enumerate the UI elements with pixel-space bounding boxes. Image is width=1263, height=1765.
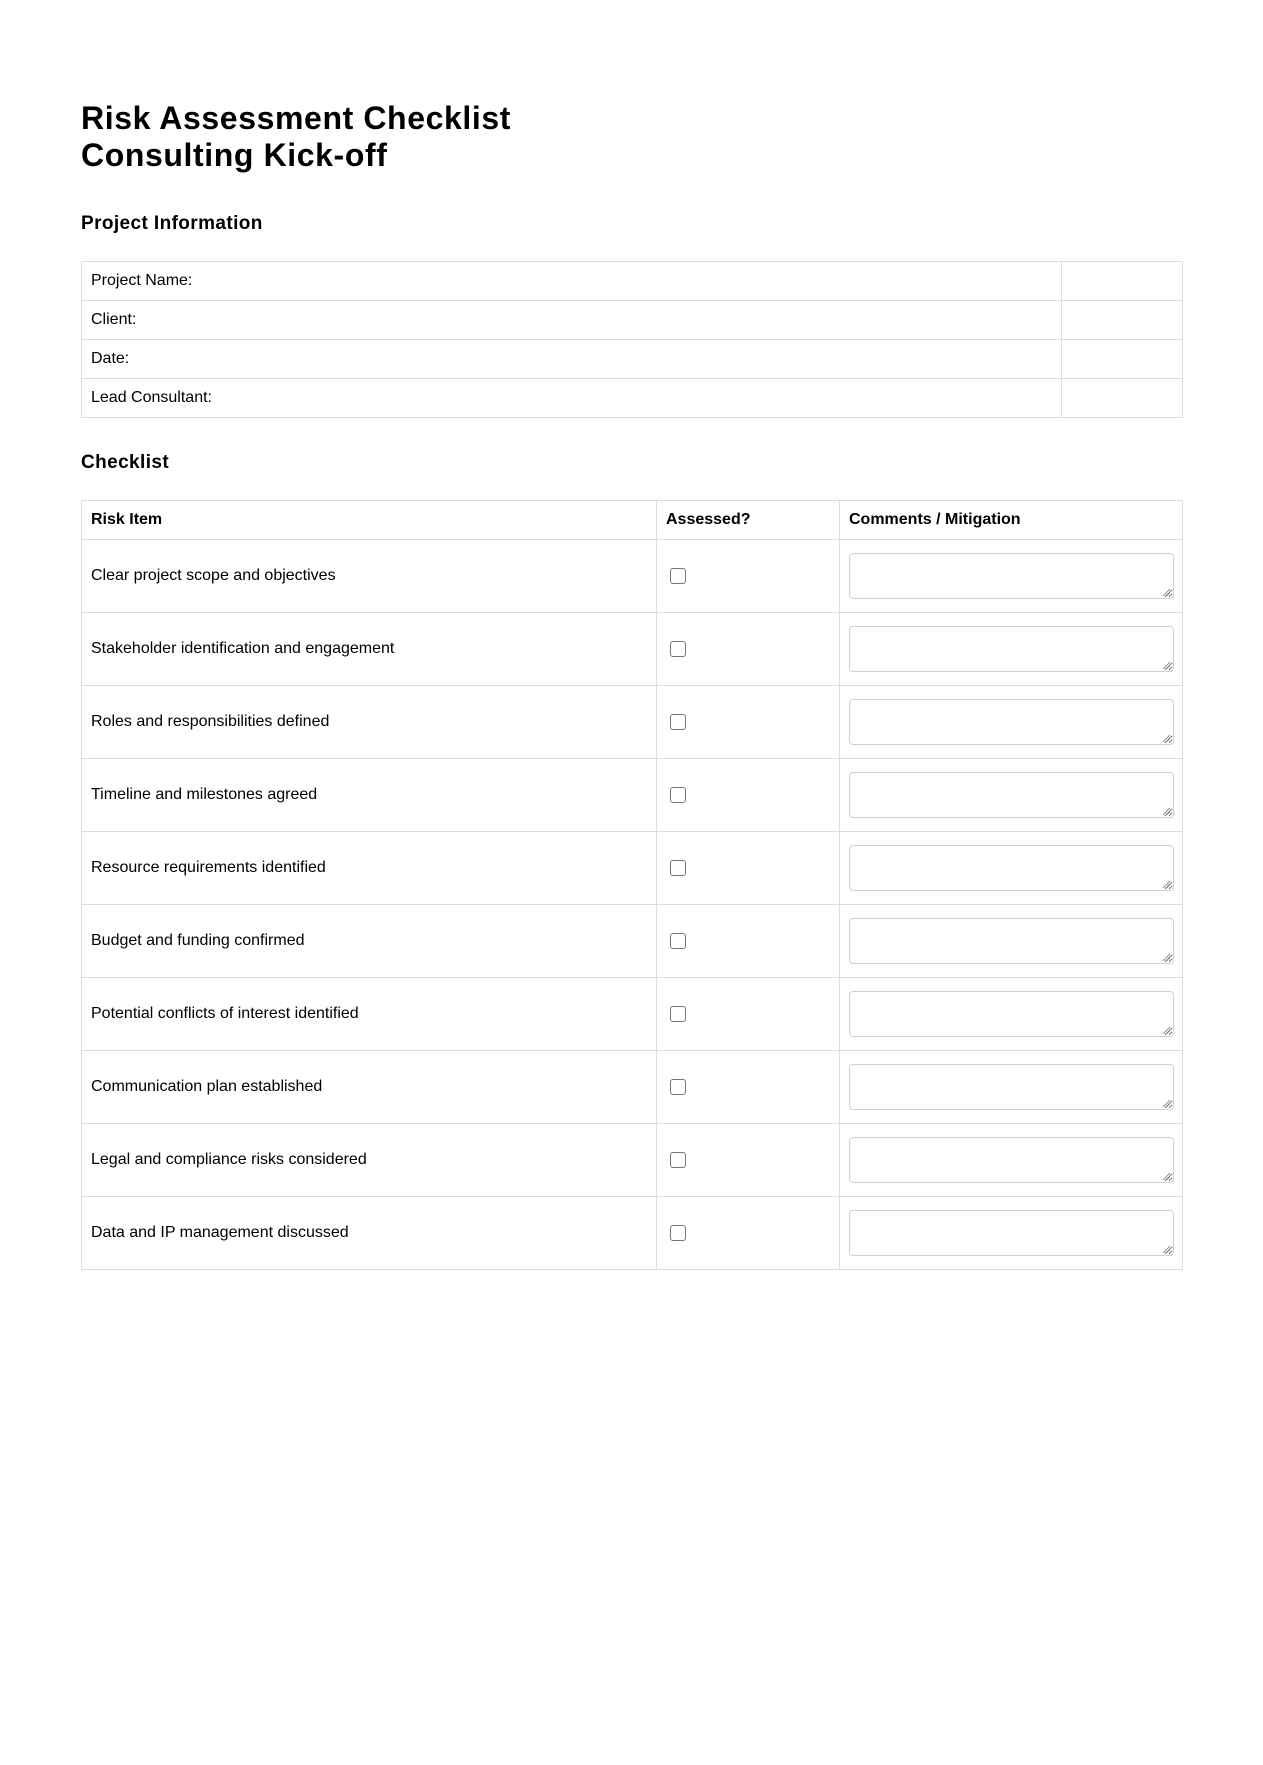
title-line-1: Risk Assessment Checklist bbox=[81, 100, 512, 136]
assessed-cell bbox=[657, 1051, 840, 1124]
comments-wrapper bbox=[849, 1064, 1173, 1110]
comments-cell bbox=[840, 1197, 1183, 1270]
risk-item-label: Potential conflicts of interest identified bbox=[82, 978, 657, 1051]
comments-wrapper bbox=[849, 626, 1173, 672]
info-row-project-name bbox=[82, 262, 1183, 301]
assessed-cell bbox=[657, 905, 840, 978]
assessed-checkbox[interactable] bbox=[670, 1225, 686, 1241]
comments-cell bbox=[840, 540, 1183, 613]
comments-cell bbox=[840, 905, 1183, 978]
lead-consultant-value[interactable] bbox=[1062, 379, 1183, 418]
comments-wrapper bbox=[849, 772, 1173, 818]
comments-wrapper bbox=[849, 918, 1173, 964]
info-row-lead-consultant bbox=[82, 379, 1183, 418]
comments-textarea[interactable] bbox=[849, 772, 1174, 818]
assessed-checkbox[interactable] bbox=[670, 860, 686, 876]
comments-cell bbox=[840, 1124, 1183, 1197]
risk-item-label: Budget and funding confirmed bbox=[82, 905, 657, 978]
table-row bbox=[82, 978, 1183, 1051]
table-row bbox=[82, 905, 1183, 978]
assessed-checkbox[interactable] bbox=[670, 933, 686, 949]
comments-textarea[interactable] bbox=[849, 553, 1174, 599]
info-row-date bbox=[82, 340, 1183, 379]
comments-textarea[interactable] bbox=[849, 699, 1174, 745]
risk-item-label: Timeline and milestones agreed bbox=[82, 759, 657, 832]
risk-item-label: Communication plan established bbox=[82, 1051, 657, 1124]
comments-cell bbox=[840, 613, 1183, 686]
assessed-checkbox[interactable] bbox=[670, 714, 686, 730]
comments-textarea[interactable] bbox=[849, 991, 1174, 1037]
table-row bbox=[82, 540, 1183, 613]
risk-item-label: Stakeholder identification and engagement bbox=[82, 613, 657, 686]
title-line-2: Consulting Kick-off bbox=[81, 137, 388, 173]
column-header-comments: Comments / Mitigation bbox=[840, 501, 1183, 540]
comments-cell bbox=[840, 1051, 1183, 1124]
column-header-risk-item: Risk Item bbox=[82, 501, 657, 540]
comments-textarea[interactable] bbox=[849, 1064, 1174, 1110]
comments-textarea[interactable] bbox=[849, 626, 1174, 672]
assessed-cell bbox=[657, 613, 840, 686]
assessed-checkbox[interactable] bbox=[670, 1152, 686, 1168]
table-row bbox=[82, 1197, 1183, 1270]
risk-item-label: Clear project scope and objectives bbox=[82, 540, 657, 613]
table-row bbox=[82, 1051, 1183, 1124]
assessed-cell bbox=[657, 978, 840, 1051]
table-row bbox=[82, 832, 1183, 905]
comments-wrapper bbox=[849, 553, 1173, 599]
comments-cell bbox=[840, 759, 1183, 832]
assessed-checkbox[interactable] bbox=[670, 1006, 686, 1022]
comments-wrapper bbox=[849, 845, 1173, 891]
info-label: Project Name: bbox=[82, 262, 1062, 301]
checklist-header-row bbox=[82, 501, 1183, 540]
comments-wrapper bbox=[849, 699, 1173, 745]
comments-cell bbox=[840, 832, 1183, 905]
date-value[interactable] bbox=[1062, 340, 1183, 379]
client-value[interactable] bbox=[1062, 301, 1183, 340]
info-label: Lead Consultant: bbox=[82, 379, 1062, 418]
risk-item-label: Resource requirements identified bbox=[82, 832, 657, 905]
comments-textarea[interactable] bbox=[849, 918, 1174, 964]
assessed-checkbox[interactable] bbox=[670, 568, 686, 584]
assessed-checkbox[interactable] bbox=[670, 641, 686, 657]
table-row bbox=[82, 1124, 1183, 1197]
checklist-heading: Checklist bbox=[81, 452, 170, 473]
comments-cell bbox=[840, 686, 1183, 759]
assessed-cell bbox=[657, 540, 840, 613]
table-row bbox=[82, 686, 1183, 759]
info-label: Date: bbox=[82, 340, 1062, 379]
info-label: Client: bbox=[82, 301, 1062, 340]
risk-item-label: Roles and responsibilities defined bbox=[82, 686, 657, 759]
assessed-cell bbox=[657, 832, 840, 905]
project-name-value[interactable] bbox=[1062, 262, 1183, 301]
page-title bbox=[81, 100, 511, 174]
assessed-checkbox[interactable] bbox=[670, 1079, 686, 1095]
comments-cell bbox=[840, 978, 1183, 1051]
checklist-table bbox=[81, 500, 1183, 1270]
assessed-cell bbox=[657, 759, 840, 832]
comments-wrapper bbox=[849, 1137, 1173, 1183]
comments-wrapper bbox=[849, 991, 1173, 1037]
comments-textarea[interactable] bbox=[849, 845, 1174, 891]
project-information-table bbox=[81, 261, 1183, 418]
comments-textarea[interactable] bbox=[849, 1210, 1174, 1256]
comments-textarea[interactable] bbox=[849, 1137, 1174, 1183]
assessed-checkbox[interactable] bbox=[670, 787, 686, 803]
comments-wrapper bbox=[849, 1210, 1173, 1256]
assessed-cell bbox=[657, 686, 840, 759]
risk-item-label: Data and IP management discussed bbox=[82, 1197, 657, 1270]
info-row-client bbox=[82, 301, 1183, 340]
assessed-cell bbox=[657, 1197, 840, 1270]
column-header-assessed: Assessed? bbox=[657, 501, 840, 540]
project-information-heading: Project Information bbox=[81, 213, 263, 234]
table-row bbox=[82, 613, 1183, 686]
table-row bbox=[82, 759, 1183, 832]
assessed-cell bbox=[657, 1124, 840, 1197]
risk-item-label: Legal and compliance risks considered bbox=[82, 1124, 657, 1197]
